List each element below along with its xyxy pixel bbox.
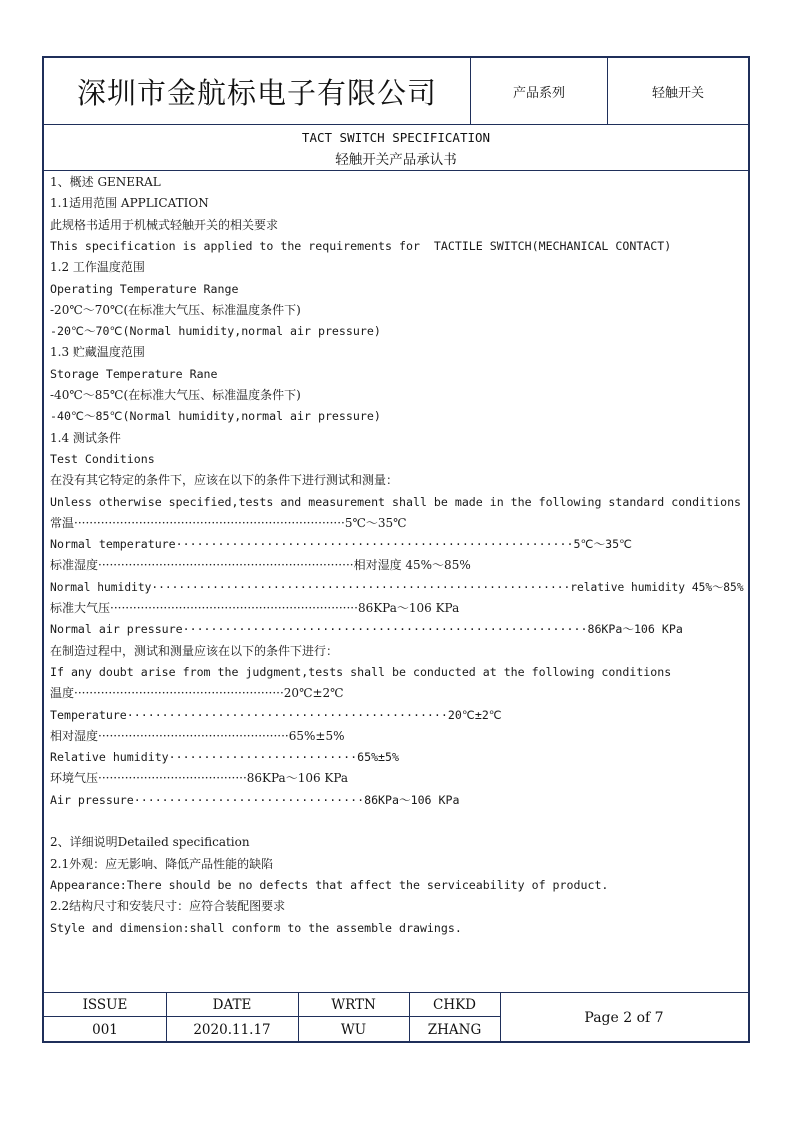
spec-line: Temperature··············································20℃±2℃ <box>50 707 502 722</box>
spec-line: Storage Temperature Rane <box>50 366 218 381</box>
company-name: 深圳市金航标电子有限公司 <box>44 58 471 124</box>
spec-line: 在没有其它特定的条件下，应该在以下的条件下进行测试和测量： <box>50 473 399 488</box>
wrtn-label: WRTN <box>331 996 376 1013</box>
title-en: TACT SWITCH SPECIFICATION <box>301 130 491 145</box>
spec-line: 标准湿度···································································相对湿度 45%～85% <box>50 558 471 573</box>
spec-line: 温度·······················································20℃±2℃ <box>50 686 344 701</box>
spec-line: Test Conditions <box>50 451 155 466</box>
spec-line: 1.3 贮藏温度范围 <box>50 345 145 360</box>
spec-line: 1、概述 GENERAL <box>50 175 161 189</box>
page-number: Page 2 of 7 <box>584 1009 664 1026</box>
spec-line: 环境气压·······································86KPa～106 KPa <box>50 771 349 786</box>
spec-line: 标准大气压·································································86KPa～106 KPa <box>50 601 460 615</box>
header <box>44 58 748 125</box>
spec-line: 2.1外观：应无影响、降低产品性能的缺陷 <box>50 856 274 871</box>
spec-line: 此规格书适用于机械式轻触开关的相关要求 <box>50 217 279 232</box>
spec-line: 1.1适用范围 APPLICATION <box>50 196 209 211</box>
spec-line: 在制造过程中，测试和测量应该在以下的条件下进行： <box>50 643 339 658</box>
issue-label: ISSUE <box>82 996 128 1013</box>
spec-line: Unless otherwise specified,tests and measurement shall be made in the following standard conditions <box>50 494 742 509</box>
spec-line: Normal temperature·························································5℃～35℃ <box>50 537 633 552</box>
category-value: 轻触开关 <box>651 85 704 101</box>
wrtn-value: WU <box>340 1021 367 1038</box>
spec-line: 2.2结构尺寸和安装尺寸：应符合装配图要求 <box>50 899 286 914</box>
spec-line: -40℃～85℃(在标准大气压、标准温度条件下) <box>50 388 301 402</box>
spec-line: 2、详细说明Detailed specification <box>50 835 250 850</box>
spec-line: If any doubt arise from the judgment,tests shall be conducted at the following conditions <box>50 664 672 679</box>
spec-line: Normal humidity······························································relative humidity 45%～85% <box>50 579 744 594</box>
issue-value: 001 <box>92 1021 118 1038</box>
spec-line: 常温·······································································5℃～35℃ <box>50 515 407 530</box>
title-cn: 轻触开关产品承认书 <box>335 152 457 168</box>
category-label: 产品系列 <box>471 58 608 124</box>
spec-line: This specification is applied to the requirements for TACTILE SWITCH(MECHANICAL CONTACT) <box>50 238 672 253</box>
spec-line: Appearance:There should be no defects that affect the serviceability of product. <box>50 877 609 892</box>
spec-line: Operating Temperature Range <box>50 281 239 296</box>
spec-line: 1.2 工作温度范围 <box>50 260 145 275</box>
title-block <box>44 124 748 171</box>
spec-line: 1.4 测试条件 <box>50 430 121 445</box>
spec-line: -20℃～70℃(Normal humidity,normal air pressure) <box>50 324 381 339</box>
spec-line: -20℃～70℃(在标准大气压、标准温度条件下) <box>50 302 301 317</box>
date-label: DATE <box>212 996 252 1013</box>
footer-table <box>44 992 748 1042</box>
spec-line: Air pressure·································86KPa～106 KPa <box>50 792 460 807</box>
spec-line: 相对湿度··················································65%±5% <box>50 728 345 743</box>
spec-line: Relative humidity···························65%±5% <box>50 750 400 765</box>
spec-line: Normal air pressure··························································86KPa～106 KPa <box>50 622 683 637</box>
chkd-label: CHKD <box>432 996 476 1013</box>
document-frame <box>42 56 750 1043</box>
chkd-value: ZHANG <box>427 1021 482 1038</box>
spec-line: -40℃～85℃(Normal humidity,normal air pressure) <box>50 409 381 424</box>
date-value: 2020.11.17 <box>193 1021 271 1038</box>
spec-line: Style and dimension:shall conform to the assemble drawings. <box>50 920 462 935</box>
